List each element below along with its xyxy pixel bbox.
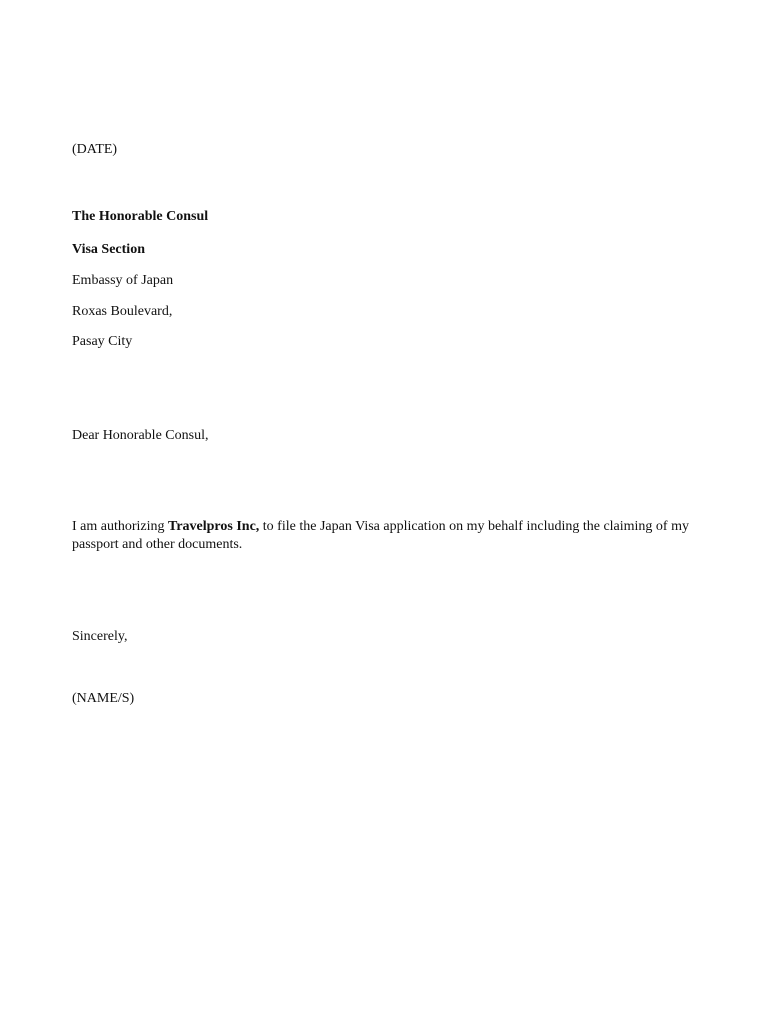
recipient-street: Roxas Boulevard, xyxy=(72,304,173,319)
body-text-before: I am authorizing xyxy=(72,519,169,534)
letter-date: (DATE) xyxy=(72,142,118,157)
signature-placeholder: (NAME/S) xyxy=(72,691,135,706)
closing: Sincerely, xyxy=(72,629,128,644)
body-paragraph xyxy=(72,518,708,554)
recipient-section: Visa Section xyxy=(72,242,145,257)
company-name: Travelpros Inc, xyxy=(168,519,260,534)
salutation: Dear Honorable Consul, xyxy=(72,428,209,443)
recipient-embassy: Embassy of Japan xyxy=(72,273,174,288)
recipient-city: Pasay City xyxy=(72,334,133,349)
body-text-after: to file the Japan Visa application on my behalf including the claiming of my passport and other documents. xyxy=(72,519,689,552)
recipient-title: The Honorable Consul xyxy=(72,209,209,224)
